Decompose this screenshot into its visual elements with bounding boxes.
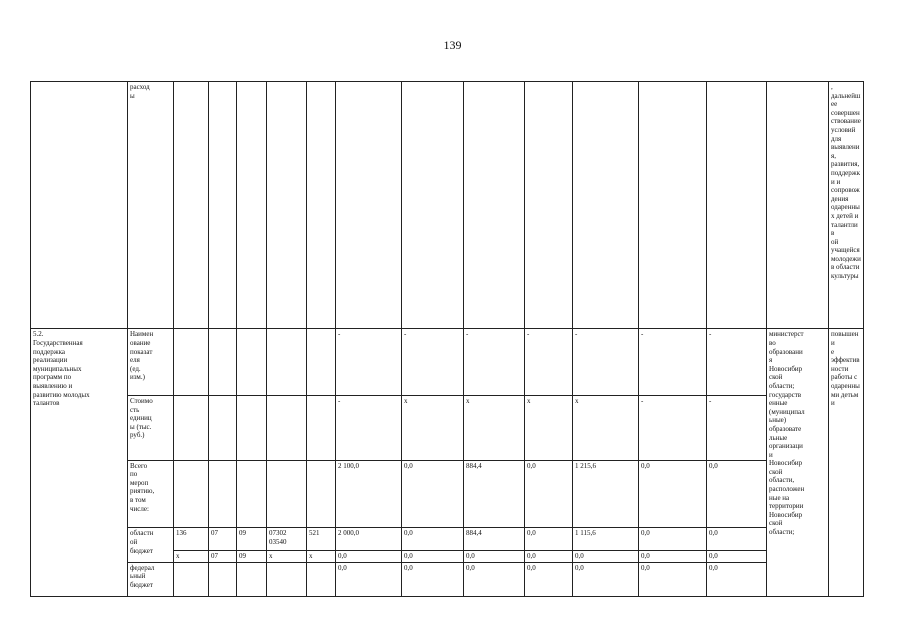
value-cell: 0,0: [707, 528, 767, 550]
value-cell: 0,0: [402, 550, 464, 562]
value-cell: -: [707, 396, 767, 461]
table-row: областн ой бюджет 136 07 09 07302 03540 521 2 000,0 0,0 884,4 0,0 1 115,6 0,0 0,0: [31, 528, 864, 550]
value-cell: 0,0: [525, 550, 573, 562]
value-cell: -: [525, 329, 573, 396]
value-cell: 0,0: [525, 562, 573, 596]
value-cell: 0,0: [573, 562, 639, 596]
value-cell: 0,0: [639, 550, 707, 562]
value-cell: 0,0: [525, 528, 573, 550]
section-title-cell: [31, 82, 128, 329]
value-cell: 884,4: [464, 528, 525, 550]
value-cell: 0,0: [336, 550, 402, 562]
value-cell: 0,0: [402, 562, 464, 596]
value-cell: -: [639, 396, 707, 461]
value-cell: 1 115,6: [573, 528, 639, 550]
program-table: [30, 81, 864, 597]
value-cell: 884,4: [464, 460, 525, 528]
row-label: Наимен ование показат еля (ед. изм.): [128, 329, 174, 396]
value-cell: -: [707, 329, 767, 396]
page-number: 139: [443, 38, 462, 52]
result-fragment: , дальнейш ее совершен ствование условий для выявлени я, развития, поддержк и и сопровож дения одаренны х детей и талантлив ой учащейся молодежи в области культуры: [829, 82, 864, 329]
table-row: [31, 396, 864, 461]
value-cell: 2 100,0: [336, 460, 402, 528]
expected-result: повышени е эффектив ности работы с одаренны ми детьми: [829, 329, 864, 597]
value-cell: -: [402, 329, 464, 396]
value-cell: 0,0: [707, 550, 767, 562]
value-cell: -: [639, 329, 707, 396]
value-cell: 0,0: [464, 550, 525, 562]
value-cell: 0,0: [707, 460, 767, 528]
value-cell: 0,0: [639, 528, 707, 550]
value-cell: 0,0: [525, 460, 573, 528]
value-cell: -: [573, 329, 639, 396]
table-row: [31, 460, 864, 528]
row-label: федерал ьный бюджет: [128, 562, 174, 596]
value-cell: 1 215,6: [573, 460, 639, 528]
value-cell: -: [336, 329, 402, 396]
value-cell: 0,0: [707, 562, 767, 596]
value-cell: 0,0: [464, 562, 525, 596]
table-row: [31, 562, 864, 596]
value-cell: 0,0: [402, 460, 464, 528]
table-row: [31, 329, 864, 396]
table-row: x 07 09 x x 0,0 0,0 0,0 0,0 0,0 0,0 0,0: [31, 550, 864, 562]
value-cell: 0,0: [336, 562, 402, 596]
value-cell: x: [402, 396, 464, 461]
value-cell: 0,0: [573, 550, 639, 562]
indicator-fragment: расход ы: [128, 82, 174, 329]
value-cell: 0,0: [402, 528, 464, 550]
continuation-row: [31, 82, 864, 329]
value-cell: 0,0: [639, 562, 707, 596]
executor: министерст во образовани я Новосибир ской области; государств енные (муниципал ьные) образовате льные организаци и Новосибир ской области, расположен ные на территории Новосибир ской области;: [767, 329, 829, 597]
row-label: Стоимо сть единиц ы (тыс. руб.): [128, 396, 174, 461]
value-cell: -: [464, 329, 525, 396]
value-cell: x: [525, 396, 573, 461]
value-cell: x: [573, 396, 639, 461]
row-label: областн ой бюджет: [128, 528, 174, 562]
section-title: 5.2. Государственная поддержка реализации муниципальных программ по выявлению и развитию молодых талантов: [31, 329, 128, 597]
value-cell: 0,0: [639, 460, 707, 528]
value-cell: -: [336, 396, 402, 461]
value-cell: x: [464, 396, 525, 461]
row-label: Всего по мероп риятию, в том числе:: [128, 460, 174, 528]
value-cell: 2 000,0: [336, 528, 402, 550]
